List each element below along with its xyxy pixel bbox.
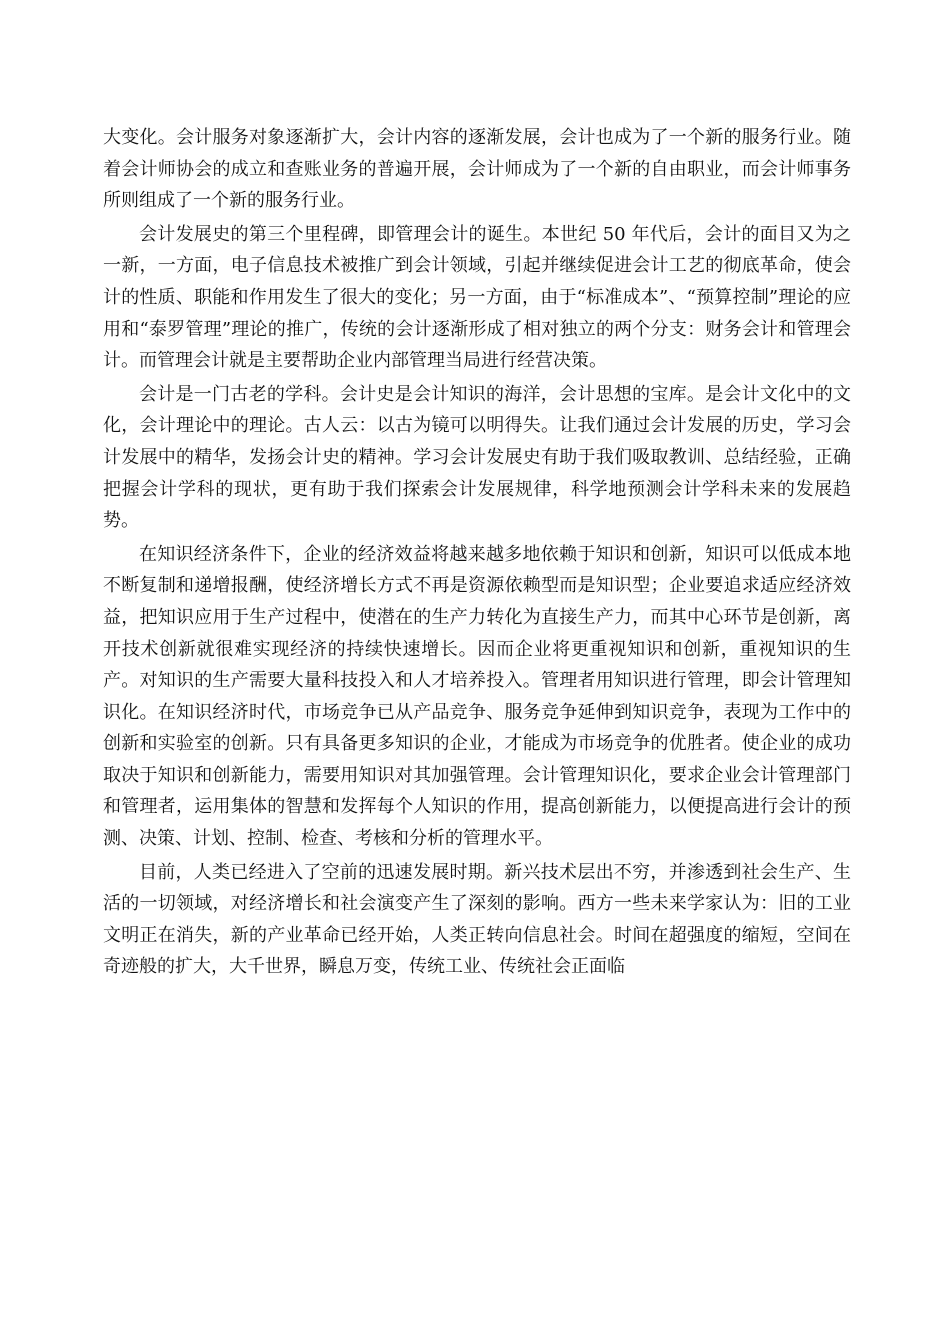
paragraph-accounting-history: 会计是一门古老的学科。会计史是会计知识的海洋，会计思想的宝库。是会计文化中的文化，会计理论中的理论。古人云：以古为镜可以明得失。让我们通过会计发展的历史，学习会计发展中的精华，发扬会计史的精神。学习会计发展史有助于我们吸取教训、总结经验，正确把握会计学科的现状，更有助于我们探索会计发展规律，科学地预测会计学科未来的发展趋势。 [103, 383, 851, 532]
paragraph-information-society: 目前，人类已经进入了空前的迅速发展时期。新兴技术层出不穷，并渗透到社会生产、生活的一切领域，对经济增长和社会演变产生了深刻的影响。西方一些未来学家认为：旧的工业文明正在消失，新的产业革命已经开始，人类正转向信息社会。时间在超强度的缩短，空间在奇迹般的扩大，大千世界，瞬息万变，传统工业、传统社会正面临 [103, 861, 851, 978]
paragraph-knowledge-economy: 在知识经济条件下，企业的经济效益将越来越多地依赖于知识和创新，知识可以低成本地不断复制和递增报酬，使经济增长方式不再是资源依赖型而是知识型；企业要追求适应经济效益，把知识应用于生产过程中，使潜在的生产力转化为直接生产力，而其中心环节是创新，离开技术创新就很难实现经济的持续快速增长。因而企业将更重视知识和创新，重视知识的生产。对知识的生产需要大量科技投入和人才培养投入。管理者用知识进行管理，即会计管理知识化。在知识经济时代，市场竞争已从产品竞争、服务竞争延伸到知识竞争，表现为工作中的创新和实验室的创新。只有具备更多知识的企业，才能成为市场竞争的优胜者。使企业的成功取决于知识和创新能力，需要用知识对其加强管理。会计管理知识化，要求企业会计管理部门和管理者，运用集体的智慧和发挥每个人知识的作用，提高创新能力，以便提高进行会计的预测、决策、计划、控制、检查、考核和分析的管理水平。 [103, 543, 851, 850]
document-body [103, 122, 851, 985]
paragraph-management-accounting: 会计发展史的第三个里程碑，即管理会计的诞生。本世纪 50 年代后，会计的面目又为之一新，一方面，电子信息技术被推广到会计领域，引起并继续促进会计工艺的彻底革命，使会计的性质、职能和作用发生了很大的变化；另一方面，由于“标准成本”、“预算控制”理论的应用和“泰罗管理”理论的推广，传统的会计逐渐形成了相对独立的两个分支：财务会计和管理会计。而管理会计就是主要帮助企业内部管理当局进行经营决策。 [103, 223, 851, 372]
paragraph-continuation: 大变化。会计服务对象逐渐扩大，会计内容的逐渐发展，会计也成为了一个新的服务行业。随着会计师协会的成立和查账业务的普遍开展，会计师成为了一个新的自由职业，而会计师事务所则组成了一个新的服务行业。 [103, 127, 851, 212]
